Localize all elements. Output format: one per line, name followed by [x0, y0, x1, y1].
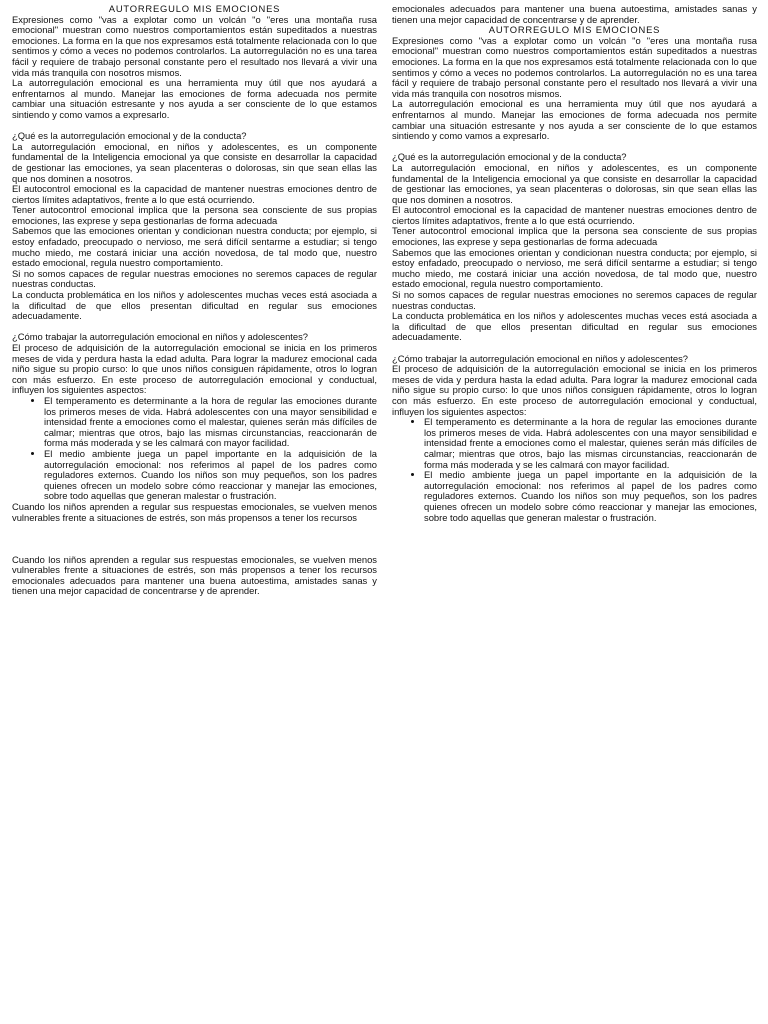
left-column [12, 4, 377, 597]
question-heading-2: ¿Cómo trabajar la autorregulación emocional en niños y adolescentes? [12, 331, 309, 343]
aspects-list-repeat [392, 417, 757, 523]
answer1-paragraph-c-repeat: Tener autocontrol emocional implica que la persona sea consciente de sus propias emociones, las exprese y sepa gestionarlas de forma adecuada [392, 225, 757, 248]
aspect-temperament: • El temperamento es determinante a la hora de regular las emociones durante los primeros meses de vida. Habrá adolescentes con una mayor sensibilidad e intensidad frente a emociones como el malestar, quienes serán más difíciles de calmar; mientras que otros, bajo las mismas circunstancias, reaccionarán de forma más moderada y se les calmará con mayor facilidad. [44, 396, 377, 449]
answer1-paragraph-b-repeat: El autocontrol emocional es la capacidad de mantener nuestras emociones dentro de ciertos límites adaptativos, frente a lo que está ocurriendo. [392, 204, 757, 226]
intro-paragraph-1: Expresiones como "vas a explotar como un volcán "o "eres una montaña rusa emocional" muestran como nuestros comportamientos están supeditados a nuestras emociones. La forma en la que nos expresamos está totalmente relacionada con lo que sentimos y cómo a veces no podemos controlarlos. La autorregulación no es una tarea fácil y requiere de trabajo personal constante pero el resultado nos llevará a vivir una vida más tranquila con nosotros mismos. [12, 13, 377, 78]
right-column [392, 4, 757, 523]
answer1-paragraph-d-repeat: Sabemos que las emociones orientan y condicionan nuestra conducta; por ejemplo, si estoy enfadado, preocupado o nervioso, me será difícil sentarme a estudiar; si tengo mucho miedo, me costará iniciar una acción novedosa, de tal modo que, nuestro estado emocional, regula nuestro comportamiento. [392, 246, 757, 290]
answer1-paragraph-e: Si no somos capaces de regular nuestras emociones no seremos capaces de regular nuestras conductas. [12, 267, 377, 290]
aspect-temperament-repeat: • El temperamento es determinante a la hora de regular las emociones durante los primeros meses de vida. Habrá adolescentes con una mayor sensibilidad e intensidad frente a emociones como el malestar, quienes serán más difíciles de calmar; mientras que otros, bajo las mismas circunstancias, reaccionarán de forma más moderada y se les calmará con mayor facilidad. [424, 417, 757, 470]
answer1-paragraph-d: Sabemos que las emociones orientan y condicionan nuestra conducta; por ejemplo, si estoy enfadado, preocupado o nervioso, me será difícil sentarme a estudiar; si tengo mucho miedo, me costará iniciar una acción novedosa, de tal modo que, nuestro estado emocional, regula nuestro comportamiento. [12, 225, 377, 269]
answer2-paragraph-repeat: El proceso de adquisición de la autorregulación emocional se inicia en los primeros meses de vida y perdura hasta la edad adulta. Para lograr la madurez emocional cada niño sigue su propio curso: lo que unos niños consiguen rápidamente, otros lo logran con más esfuerzo. En este proceso de autorregulación emocional y conductual, influyen los siguientes aspectos: [392, 363, 757, 417]
answer1-paragraph-b: El autocontrol emocional es la capacidad de mantener nuestras emociones dentro de ciertos límites adaptativos, frente a lo que está ocurriendo. [12, 183, 377, 205]
answer2-paragraph: El proceso de adquisición de la autorregulación emocional se inicia en los primeros meses de vida y perdura hasta la edad adulta. Para lograr la madurez emocional cada niño sigue su propio curso: lo que unos niños consiguen rápidamente, otros lo logran con más esfuerzo. En este proceso de autorregulación emocional y conductual, influyen los siguientes aspectos: [12, 342, 377, 396]
question-heading-1-repeat: ¿Qué es la autorregulación emocional y de la conducta? [392, 151, 627, 163]
answer1-paragraph-c: Tener autocontrol emocional implica que la persona sea consciente de sus propias emociones, las exprese y sepa gestionarlas de forma adecuada [12, 204, 377, 226]
question-heading-2-repeat: ¿Cómo trabajar la autorregulación emocional en niños y adolescentes? [392, 352, 689, 364]
aspects-list [12, 396, 377, 502]
closing-tail-paragraph: emocionales adecuados para mantener una buena autoestima, amistades sanas y tienen una mejor capacidad de concentrarse y de aprender. [392, 3, 757, 25]
answer1-paragraph-a-repeat: La autorregulación emocional, en niños y adolescentes, es un componente fundamental de la Inteligencia emocional ya que consiste en desarrollar la capacidad de gestionar las emociones, ya sean placenteras o dolorosas, sin que sean ellas las que nos dominen a nosotros. [392, 161, 757, 205]
answer1-paragraph-e-repeat: Si no somos capaces de regular nuestras emociones no seremos capaces de regular nuestras conductas. [392, 289, 757, 311]
intro-paragraph-2-repeat: La autorregulación emocional es una herramienta muy útil que nos ayudará a enfrentarnos al mundo. Manejar las emociones de forma adecuada nos permite cambiar una situación estresante y nos ayuda a ser consciente de lo que estamos sintiendo y como vamos a expresarlo. [392, 98, 757, 142]
answer1-paragraph-f: La conducta problemática en los niños y adolescentes muchas veces está asociada a la dificultad de que ellos presentan dificultad en regular sus emociones adecuadamente. [12, 289, 377, 322]
question-heading-1: ¿Qué es la autorregulación emocional y de la conducta? [12, 130, 247, 142]
document-title-repeat: AUTORREGULO MIS EMOCIONES [488, 24, 661, 36]
aspect-environment: • El medio ambiente juega un papel importante en la adquisición de la autorregulación emocional: nos referimos al papel de los padres como reguladores externos. Cuando los niños son muy pequeños, son los padres quienes ofrecen un modelo sobre cómo reaccionar y manejar las emociones, sobre todo aquellas que generan malestar o frustración. [44, 449, 377, 502]
aspect-environment-repeat: • El medio ambiente juega un papel importante en la adquisición de la autorregulación emocional: nos referimos al papel de los padres como reguladores externos. Cuando los niños son muy pequeños, son los padres quienes ofrecen un modelo sobre cómo reaccionar y manejar las emociones, sobre todo aquellas que generan malestar o frustración. [424, 470, 757, 523]
intro-paragraph-2: La autorregulación emocional es una herramienta muy útil que nos ayudará a enfrentarnos al mundo. Manejar las emociones de forma adecuada nos permite cambiar una situación estresante y nos ayuda a ser consciente de lo que estamos sintiendo y como vamos a expresarlo. [12, 77, 377, 120]
intro-paragraph-1-repeat: Expresiones como "vas a explotar como un volcán "o "eres una montaña rusa emocional" muestran como nuestros comportamientos están supeditados a nuestras emociones. La forma en la que nos expresamos está totalmente relacionada con lo que sentimos y cómo a veces no podemos controlarlos. La autorregulación no es una tarea fácil y requiere de trabajo personal constante pero el resultado nos llevará a vivir una vida más tranquila con nosotros mismos. [392, 34, 757, 99]
answer1-paragraph-f-repeat: La conducta problemática en los niños y adolescentes muchas veces está asociada a la dificultad de que ellos presentan dificultad en regular sus emociones adecuadamente. [392, 310, 757, 343]
document-title: AUTORREGULO MIS EMOCIONES [108, 3, 281, 14]
closing-paragraph: Cuando los niños aprenden a regular sus respuestas emocionales, se vuelven menos vulnerables frente a situaciones de estrés, son más propensos a tener los recursos emocionales adecuados para mantener una buena autoestima, amistades sanas y tienen una mejor capacidad de concentrarse y de aprender. [12, 553, 377, 597]
partial-paragraph: Cuando los niños aprenden a regular sus respuestas emocionales, se vuelven menos vulnerables frente a situaciones de estrés, son más propensos a tener los recursos [12, 500, 377, 523]
answer1-paragraph-a: La autorregulación emocional, en niños y adolescentes, es un componente fundamental de la Inteligencia emocional ya que consiste en desarrollar la capacidad de gestionar las emociones, ya sean placenteras o dolorosas, sin que sean ellas las que nos dominen a nosotros. [12, 140, 377, 184]
